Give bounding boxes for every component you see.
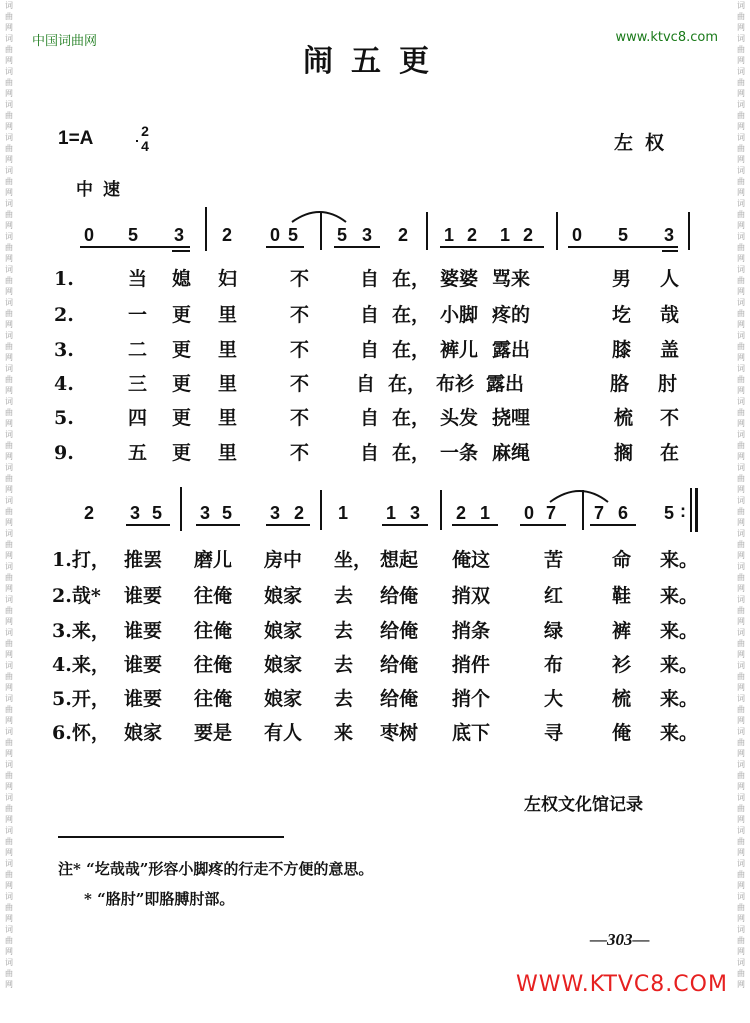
- lyric: 不: [290, 339, 310, 361]
- lyric: 在: [660, 442, 680, 464]
- lyric: 媳: [172, 268, 192, 290]
- lyric: 往俺: [194, 688, 233, 710]
- lyric: 四: [128, 407, 148, 429]
- lyric: 苦: [544, 549, 564, 571]
- repeat-sign: :: [680, 501, 686, 521]
- time-signature: [136, 124, 154, 154]
- lyric: 绿: [544, 620, 564, 642]
- lyric: 不: [290, 407, 310, 429]
- source-site-name[interactable]: 中国词曲网: [32, 34, 98, 49]
- lyric: 3.来，: [52, 620, 110, 642]
- lyric: 更: [172, 304, 192, 326]
- lyric: 要是: [194, 722, 233, 744]
- lyric: 给俺: [380, 585, 419, 607]
- lyric: 梳: [612, 688, 632, 710]
- note: 2: [222, 225, 233, 245]
- tempo-marking: 中速: [76, 180, 130, 200]
- note: 3: [270, 503, 281, 523]
- lyric: 自: [360, 268, 380, 290]
- transcription-credit: 左权文化馆记录: [524, 795, 643, 815]
- note: 3: [664, 225, 675, 245]
- lyric: 圪: [612, 304, 632, 326]
- verse-number: 2.: [54, 304, 74, 326]
- lyric: 露出: [492, 339, 531, 361]
- lyric: 娘家: [124, 722, 163, 744]
- lyric: 在，: [388, 373, 427, 395]
- lyric: 往俺: [194, 654, 233, 676]
- lyric: 捎双: [452, 585, 491, 607]
- lyric: 来: [334, 722, 354, 744]
- lyric: 房中: [264, 549, 303, 571]
- lyric: 男: [612, 268, 632, 290]
- lyric: 肘: [658, 373, 678, 395]
- lyric: 大: [544, 688, 564, 710]
- lyric: 裤: [612, 620, 632, 642]
- note: 0: [84, 225, 95, 245]
- lyric: 想起: [380, 549, 419, 571]
- lyric: 盖: [660, 339, 680, 361]
- note: 2: [294, 503, 305, 523]
- lyric: 来。: [660, 620, 699, 642]
- note: 2: [398, 225, 409, 245]
- lyric: 头发: [440, 407, 479, 429]
- lyric: 在，: [392, 268, 431, 290]
- lyric: 自: [360, 442, 380, 464]
- time-signature-top: 2: [141, 123, 149, 139]
- lyric: 娘家: [264, 585, 303, 607]
- lyric: 谁要: [124, 620, 163, 642]
- lyric: 去: [334, 620, 354, 642]
- lyric: 来。: [660, 549, 699, 571]
- key-signature: 1=A: [58, 128, 94, 149]
- lyric: 来。: [660, 722, 699, 744]
- lyric: 在，: [392, 407, 431, 429]
- lyric: 来。: [660, 654, 699, 676]
- verse-number: 3.: [54, 339, 74, 361]
- note: 5: [152, 503, 163, 523]
- watermark-url: WWW.KTVC8.COM: [516, 972, 728, 997]
- lyric: 自: [360, 407, 380, 429]
- lyric: 捎条: [452, 620, 491, 642]
- note: 1: [500, 225, 511, 245]
- lyric: 有人: [264, 722, 303, 744]
- lyric: 衫: [612, 654, 632, 676]
- lyric: 命: [612, 549, 632, 571]
- note: 5: [337, 225, 348, 245]
- note: 5: [128, 225, 139, 245]
- note: 0: [524, 503, 535, 523]
- note: 2: [84, 503, 95, 523]
- verse-number: 4.: [54, 373, 74, 395]
- lyric: 婆婆: [440, 268, 479, 290]
- lyric: 搁: [614, 442, 634, 464]
- note: 6: [618, 503, 629, 523]
- note: 1: [480, 503, 491, 523]
- lyric: 不: [290, 373, 310, 395]
- lyric: 自: [360, 304, 380, 326]
- note: 2: [523, 225, 534, 245]
- note: 3: [362, 225, 373, 245]
- lyric: 2.哉*: [52, 585, 101, 607]
- note: 2: [467, 225, 478, 245]
- tie-arc: [290, 206, 350, 224]
- note: 5: [288, 225, 299, 245]
- lyric: 梳: [614, 407, 634, 429]
- lyric: 去: [334, 654, 354, 676]
- lyric: 布: [544, 654, 564, 676]
- note: 3: [130, 503, 141, 523]
- lyric: 来。: [660, 585, 699, 607]
- lyric: 坐，: [334, 549, 373, 571]
- footnote-1: 注* “圪哉哉”形容小脚疼的行走不方便的意思。: [58, 860, 374, 878]
- lyric: 里: [218, 407, 238, 429]
- lyric: 往俺: [194, 620, 233, 642]
- lyric: 更: [172, 407, 192, 429]
- lyric: 鞋: [612, 585, 632, 607]
- lyric: 更: [172, 442, 192, 464]
- verse-number: 5.: [54, 407, 74, 429]
- note: 3: [174, 225, 185, 245]
- lyric: 在，: [392, 339, 431, 361]
- verse-number: 1.: [54, 268, 74, 290]
- note: 7: [594, 503, 605, 523]
- lyric: 里: [218, 339, 238, 361]
- lyric: 一条: [440, 442, 479, 464]
- lyric: 捎件: [452, 654, 491, 676]
- lyric: 俺这: [452, 549, 491, 571]
- lyric: 6.怀，: [52, 722, 110, 744]
- lyric: 哉: [660, 304, 680, 326]
- lyric: 疼的: [492, 304, 531, 326]
- lyric: 枣树: [380, 722, 419, 744]
- lyric: 更: [172, 373, 192, 395]
- lyric: 里: [218, 373, 238, 395]
- note: 5: [618, 225, 629, 245]
- lyric: 1.打，: [52, 549, 110, 571]
- lyric: 4.来，: [52, 654, 110, 676]
- lyric: 给俺: [380, 688, 419, 710]
- note: 5: [222, 503, 233, 523]
- lyric: 里: [218, 304, 238, 326]
- lyric: 挠哩: [492, 407, 531, 429]
- lyric: 磨儿: [194, 549, 233, 571]
- lyric: 里: [218, 442, 238, 464]
- lyric: 布衫: [436, 373, 475, 395]
- lyric: 小脚: [440, 304, 479, 326]
- source-site-url[interactable]: www.ktvc8.com: [615, 30, 718, 45]
- lyric: 俺: [612, 722, 632, 744]
- lyric: 给俺: [380, 654, 419, 676]
- lyric: 不: [290, 268, 310, 290]
- note: 3: [410, 503, 421, 523]
- lyric: 推罢: [124, 549, 163, 571]
- note: 0: [572, 225, 583, 245]
- footnote-2: * “胳肘”即胳膊肘部。: [84, 890, 235, 908]
- lyric: 三: [128, 373, 148, 395]
- note: 1: [338, 503, 349, 523]
- footnote-divider: [58, 836, 284, 838]
- time-signature-bottom: 4: [141, 138, 149, 154]
- lyric: 膝: [612, 339, 632, 361]
- lyric: 往俺: [194, 585, 233, 607]
- lyric: 5.开，: [52, 688, 110, 710]
- note: 1: [444, 225, 455, 245]
- lyric: 一: [128, 304, 148, 326]
- lyric: 谁要: [124, 654, 163, 676]
- lyric: 不: [290, 304, 310, 326]
- lyric: 寻: [544, 722, 564, 744]
- page-number: —303—: [590, 930, 650, 949]
- lyric: 娘家: [264, 620, 303, 642]
- verse-number: 9.: [54, 442, 74, 464]
- lyric: 当: [128, 268, 148, 290]
- lyric: 娘家: [264, 654, 303, 676]
- lyric: 给俺: [380, 620, 419, 642]
- note: 0: [270, 225, 281, 245]
- lyric: 自: [360, 339, 380, 361]
- lyric: 不: [660, 407, 680, 429]
- side-watermark-right: 词曲网词曲网词曲网词曲网词曲网词曲网词曲网词曲网词曲网词曲网词曲网词曲网词曲网词曲网词曲网词曲网词曲网词曲网词曲网词曲网词曲网词曲网词曲网词曲网词曲网词曲网词曲网词曲网词曲网词曲网: [737, 1, 745, 989]
- lyric: 妇: [218, 268, 238, 290]
- lyric: 不: [290, 442, 310, 464]
- note: 3: [200, 503, 211, 523]
- note: 2: [456, 503, 467, 523]
- side-watermark-left: 词曲网词曲网词曲网词曲网词曲网词曲网词曲网词曲网词曲网词曲网词曲网词曲网词曲网词曲网词曲网词曲网词曲网词曲网词曲网词曲网词曲网词曲网词曲网词曲网词曲网词曲网词曲网词曲网词曲网词曲网: [5, 1, 13, 989]
- lyric: 底下: [452, 722, 491, 744]
- lyric: 来。: [660, 688, 699, 710]
- lyric: 捎个: [452, 688, 491, 710]
- lyric: 人: [660, 268, 680, 290]
- lyric: 自: [356, 373, 376, 395]
- lyric: 裤儿: [440, 339, 479, 361]
- region-label: 左权: [614, 132, 677, 154]
- lyric: 二: [128, 339, 148, 361]
- note: 5: [664, 503, 675, 523]
- lyric: 麻绳: [492, 442, 531, 464]
- lyric: 五: [128, 442, 148, 464]
- lyric: 在，: [392, 442, 431, 464]
- lyric: 去: [334, 688, 354, 710]
- lyric: 更: [172, 339, 192, 361]
- tie-arc: [548, 484, 612, 504]
- lyric: 娘家: [264, 688, 303, 710]
- lyric: 骂来: [492, 268, 531, 290]
- note: 7: [546, 503, 557, 523]
- lyric: 去: [334, 585, 354, 607]
- lyric: 谁要: [124, 688, 163, 710]
- lyric: 露出: [486, 373, 525, 395]
- lyric: 谁要: [124, 585, 163, 607]
- lyric: 在，: [392, 304, 431, 326]
- song-title: 闹五更: [303, 44, 447, 79]
- lyric: 胳: [610, 373, 630, 395]
- note: 1: [386, 503, 397, 523]
- lyric: 红: [544, 585, 564, 607]
